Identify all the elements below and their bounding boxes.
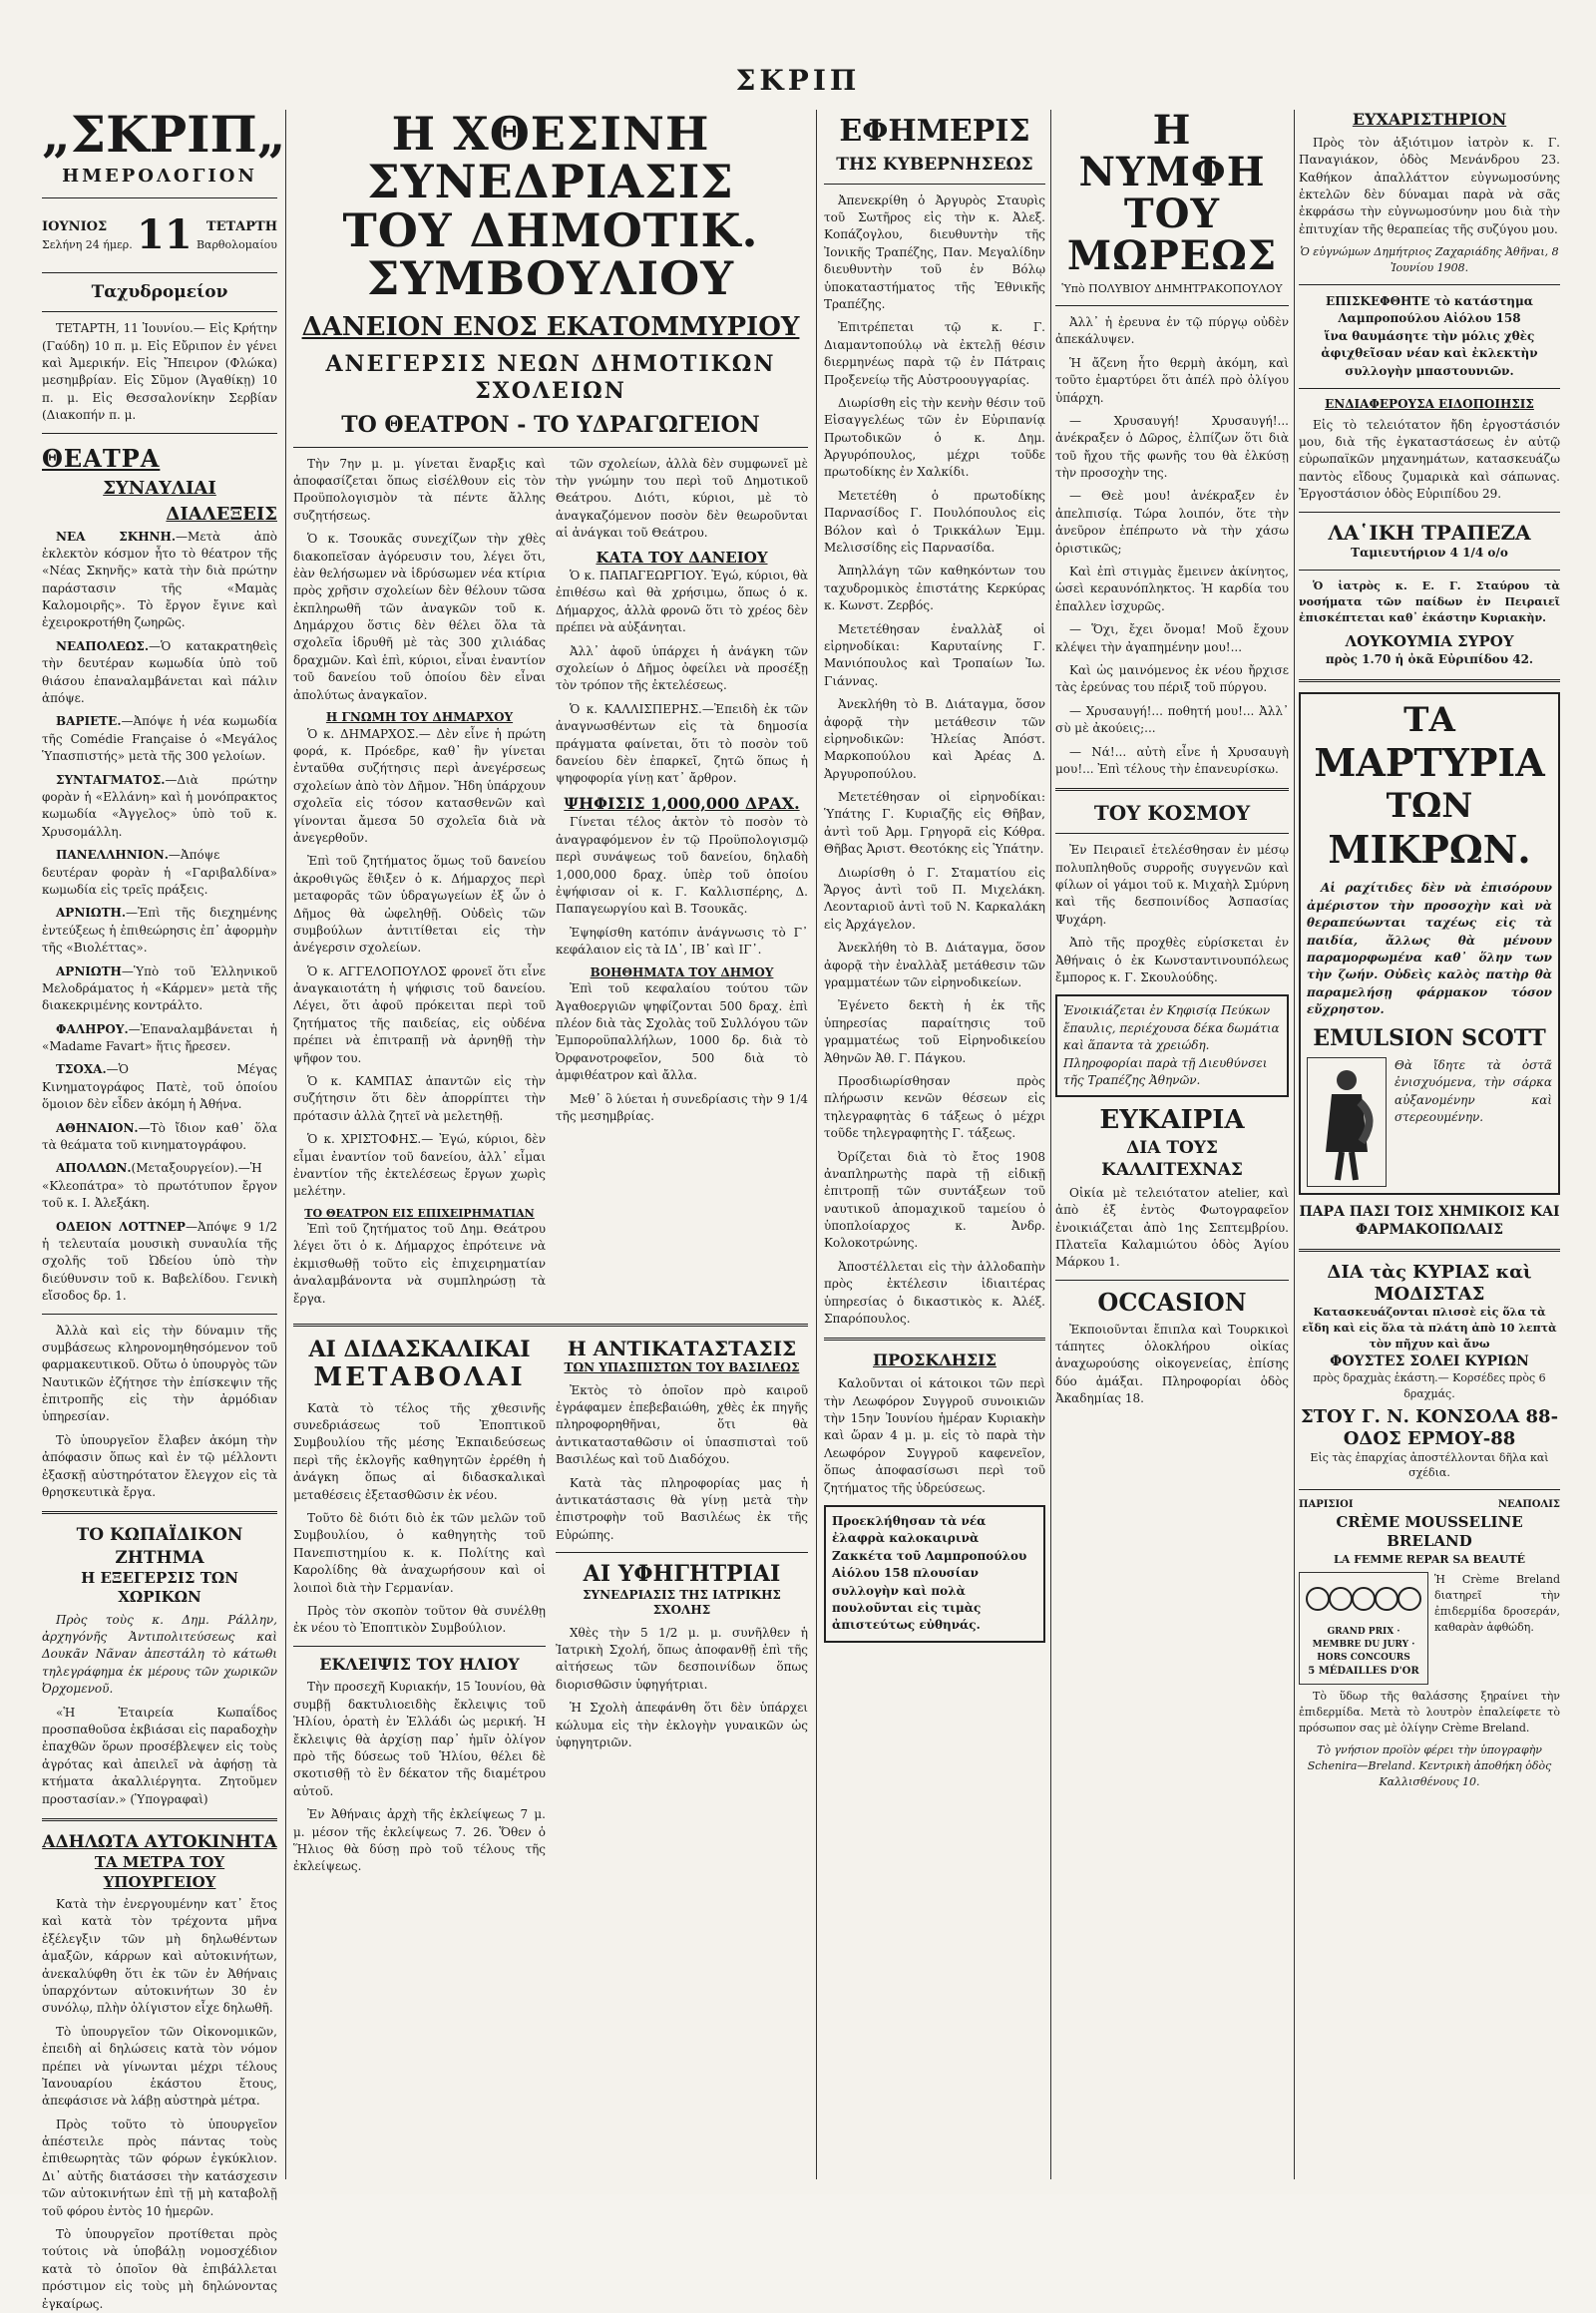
article-paragraph: Ὁ κ. ΚΑΜΠΑΣ ἀπαντῶν εἰς τὴν συζήτησιν ὅτι δὲν ἀπορρίπτει τὴν πρότασιν ἀλλὰ ζητεῖ νὰ μελετηθῇ. — [293, 1074, 546, 1123]
headline-4: ΑΝΕΓΕΡΣΙΣ ΝΕΩΝ ΔΗΜΟΤΙΚΩΝ ΣΧΟΛΕΙΩΝ — [325, 351, 776, 404]
article-paragraph: Γίνεται τέλος ἀκτὸν τὸ ποσὸν τὸ ἀναγραφόμενον ἐν τῷ Προϋπολογισμῷ περὶ συνάψεως τοῦ δανείου, δηλαδὴ 1,000,000 δραχ. ὑπὲρ τοῦ ὁποίου ἐψήφισαν οἱ κ. Γ. Καλλισπέρης, Δ. Παπαγεωργίου καὶ Β. Τσουκᾶς. — [556, 815, 808, 917]
article-paragraph: Ἐγένετο δεκτὴ ἡ ἐκ τῆς ὑπηρεσίας παραίτησις τοῦ γραμματέως τοῦ Εἰρηνοδικείου Ἀθηνῶν Ἀθ. Γ. Πάγκου. — [824, 998, 1045, 1065]
article-paragraph: Ἀνεκλήθη τὸ Β. Διάταγμα, ὅσον ἀφορᾷ τὴν μετάθεσιν τῶν εἰρηνοδικῶν: Ἠλείας Ἀπόστ. Μαρκοπούλου καὶ Ἀρέας Δ. Ἀργυροπούλου. — [824, 697, 1045, 781]
article-paragraph: Πρὸς τοῦτο τὸ ὑπουργεῖον ἀπέστειλε πρὸς πάντας τοὺς ἐπιθεωρητὰς τῶν φόρων ἐγκύκλιον. Δι᾿ αὐτῆς διατάσσει τὴν κατάσχεσιν τῶν αὐτοκινήτων ἐπὶ τῇ μὴ καταβολῇ τοῦ φόρου ἐντὸς 10 ἡμερῶν. — [42, 2117, 277, 2218]
theatre-entry: ΦΑΛΗΡΟΥ.—Ἐπαναλαμβάνεται ἡ «Madame Favart» ἥτις ἤρεσεν. — [42, 1021, 277, 1054]
column-2 — [293, 107, 808, 2179]
calendar-date — [42, 206, 277, 264]
eukairia-title: ΕΥΚΑΙΡΙΑ — [1099, 1105, 1245, 1136]
theatre-entry: ΤΣΟΧΑ.—Ὁ Μέγας Κινηματογράφος Πατὲ, τοῦ ὁποίου ὅμοιον δὲν εἶδεν ἀκόμη ἡ Ἀθήνα. — [42, 1062, 277, 1112]
bank-text: Ταμιευτήριον 4 1/4 ο/ο — [1351, 545, 1508, 560]
news-text: Εἰς τὸ τελειότατον ἤδη ἐργοστάσιόν μου, διὰ τῆς ἐγκαταστάσεως ἐν αὐτῷ εὐρωπαϊκῶν μηχανημάτων, κατασκευάζω παντὸς εἴδους ζυμαρικὰ καὶ σάπωνας. Ἐργοστάσιον ὁδὸς Εὐριπίδου 29. — [1299, 417, 1560, 502]
article-paragraph: Ἐπὶ τοῦ ζητήματος ὅμως τοῦ δανείου ἀκροθιγῶς ἔθιξεν ὁ κ. Δήμαρχος περὶ μεταφορᾶς τῶν ὑδραγωγείων ἐξ ὧν ὁ Δῆμος θὰ ὠφεληθῇ. Οὐδεὶς τῶν συμβούλων ἀντιτίθεται εἰς τὴν ἀνέγερσιν σχολείων. — [293, 854, 546, 956]
column-rule — [285, 110, 286, 2179]
scott-headline: ΤΑ — [1403, 699, 1455, 740]
scott-brand: EMULSION SCOTT — [1313, 1024, 1546, 1051]
article-paragraph: Ὁ κ. Τσουκᾶς συνεχίζων τὴν χθὲς διακοπεῖσαν ἀγόρευσιν του, λέγει ὅτι, ἐὰν θελήσωμεν νὰ ἱδρύσωμεν νέα κτίρια πρὸς χρῆσιν σχολείων δὲν θέλουν τῶσα ἐκπληρωθῆ τῶν ἀναγκῶν τοῦ κ. Δημάρχου ὅστις δὲν θέλει ὅλα τὰ σχολεῖα ἱδρυθῆ μὲ τὰς 300 χιλιάδας δραχμῶν. Καὶ ἑπὶ, κύριοι, εἶναι ἐναντίον τοῦ δανείου τοῦ ὁποίου δὲν εἶναι ἀπολύτως ἀναγκαῖον. — [293, 532, 546, 702]
autos-subtitle: ΤΑ ΜΕΤΡΑ ΤΟΥ ΥΠΟΥΡΓΕΙΟΥ — [94, 1853, 225, 1891]
theatre-entry: ΣΥΝΤΑΓΜΑΤΟΣ.—Διὰ πρώτην φορὰν ἡ «Ελλάνη» καὶ ἡ μονόπρακτος κωμωδία «Ἀγγελος» ὑπὸ τοῦ κ. Χρυσομάλλη. — [42, 772, 277, 839]
theatre-entry: ΝΕΑΠΟΛΕΩΣ.—Ὁ κατακρατηθεὶς τὴν δευτέραν κωμωδία ὑπὸ τοῦ θιάσου ἐπαναλαμβάνεται καὶ πάλιν ἀπόψε. — [42, 638, 277, 706]
article-column-left — [293, 456, 546, 1314]
masthead: ΣΚΡΙΠ — [735, 64, 861, 97]
headline-5: ΤΟ ΘΕΑΤΡΟΝ - ΤΟ ΥΔΡΑΓΩΓΕΙΟΝ — [341, 412, 760, 439]
theatre-entry: ΝΕΑ ΣΚΗΝΗ.—Μετὰ ἀπὸ ἐκλεκτὸν κόσμον ἦτο τὸ θέατρον τῆς «Νέας Σκηνῆς» κατὰ τὴν διὰ πρώτην παράστασιν τῆς «Μαμὰς Καλομοιρῆς». Τὸ ἔργον ἔγινε καὶ ἐχειροκροτήθη ζωηρῶς. — [42, 529, 277, 630]
calendar-month: ΙΟΥΝΙΟΣ — [42, 218, 108, 234]
ladies-price: πρὸς δραχμὰς ἑκάστη.— Κορσέδες πρὸς 6 δραχμάς. — [1313, 1371, 1546, 1401]
post-text: ΤΕΤΑΡΤΗ, 11 Ἰουνίου.— Εἰς Κρήτην (Γαύδη) 10 π. μ. Εἰς Εὔριπον ἐν γένει καὶ Ἀμερικήν. Εἰς Ἤπειρον (Φλώκα) μεσημβρίαν. Εἰς Σῦμον (Ἀγαθίκῃ) 10 π. μ. Εἰς Θεσσαλονίκην Σερβίαν (Διακοπήν π. μ. — [42, 321, 277, 423]
serial-title-1: Η ΝΥΜΦΗ — [1078, 107, 1266, 195]
article-paragraph: Τὴν 7ην μ. μ. γίνεται ἔναρξις καὶ ἀποφασίζεται ὅπως εἰσέλθουν εἰς τὸν Προϋπολογισμὸν τὰ πέντε ἄλλης συζητήσεως. — [293, 456, 546, 523]
article-paragraph: τῶν σχολείων, ἀλλὰ δὲν συμφωνεῖ μὲ τὴν γνώμην του περὶ τοῦ Δημοτικοῦ Θεάτρου. Διότι, κύριοι, μὲ τὸ ἀναγκαζόμενον ποσὸν δὲν θεωροῦνται αἱ ἀνάγκαι τοῦ Θεάτρου. — [556, 456, 808, 541]
fisherman-icon — [1312, 1062, 1382, 1182]
theatres-subtitle: ΣΥΝΑΥΛΙΑΙ — [103, 478, 216, 500]
post-title: Ταχυδρομείον — [91, 282, 228, 303]
section-subhead: ΒΟΗΘΗΜΑΤΑ ΤΟΥ ΔΗΜΟΥ — [590, 964, 774, 979]
article-paragraph: Ἀλλὰ καὶ εἰς τὴν δύναμιν τῆς συμβάσεως κληρονομηθησόμενον τοῦ φαρμακευτικοῦ. Οὕτω ὁ ὑπουργὸς τῶν Ναυτικῶν ἐζήτησε τὴν ἐπίσκεψιν τῆς ἐπιτροπῆς εἰς τὴν ἀρμόδιαν ὑπηρεσίαν. — [42, 1323, 277, 1424]
theatres-title: ΘΕΑΤΡΑ — [42, 443, 161, 473]
article-paragraph: Ἡ ἄζενη ἦτο θερμὴ ἀκόμη, καὶ τοῦτο ἐμαρτύρει ὅτι ἀπέλ πρὸ ὀλίγου ὑπάρχη. — [1055, 355, 1289, 405]
occasion-title: OCCASION — [1097, 1287, 1247, 1317]
article-paragraph: Μετετέθησαν ἐναλλὰξ οἱ εἰρηνοδίκαι: Καρυταίνης Γ. Μανιόπουλος καὶ Τροπαίων Ἰω. Γιάννας. — [824, 621, 1045, 688]
theatre-entry: ΑΡΝΙΩΤΗ.—Ἐπὶ τῆς διεχημένης ἐντεύξεως ἡ ἐπιθεώρησις ἐπ᾿ ἀφορμὴν τῆς «Βιολέττας». — [42, 906, 277, 956]
article-paragraph: Προσδιωρίσθησαν πρὸς πλήρωσιν κενῶν θέσεων εἰς τηλεγραφητὰς 6 τάξεως ὁ μέχρι τοῦδε τηλεγραφητὴς Γ. τάξεως. — [824, 1073, 1045, 1141]
theatre-entry: ΑΡΝΙΩΤΗ—Ὑπὸ τοῦ Ἑλληνικοῦ Μελοδράματος ἡ «Κάρμεν» μετὰ τῆς διακεκριμένης κοντράλτο. — [42, 964, 277, 1013]
section-subhead: ΤΟ ΘΕΑΤΡΟΝ ΕΙΣ ΕΠΙΧΕΙΡΗΜΑΤΙΑΝ — [304, 1206, 535, 1220]
theatre-entry: ΠΑΝΕΛΛΗΝΙΟΝ.—Ἀπόψε δευτέραν φορὰν ἡ «Γαριβαλδίνα» κωμωδία εἰς τρεῖς πράξεις. — [42, 848, 277, 897]
serial-title-2: ΤΟΥ ΜΩΡΕΩΣ — [1066, 191, 1278, 279]
article-paragraph: Ἀπενεκρίθη ὁ Ἀργυρὸς Σταυρὶς τοῦ Σωτῆρος εἰς τὴν κ. Ἀλεξ. Κοπάζογλου, διευθυντὴν τῆς Ἰονικῆς Τραπέζης, Παν. Μεγαλίδην διευθυντὴν τοῦ ἐν Βόλῳ ὑποκαταστήματος τῆς Ἐθνικῆς Τραπέζης. — [824, 193, 1045, 311]
sugar-text: πρὸς 1.70 ἡ ὀκᾶ Εὐριπίδου 42. — [1325, 652, 1534, 667]
fisherman-illustration — [1307, 1057, 1387, 1187]
breland-text-2: Τὸ ὕδωρ τῆς θαλάσσης ξηραίνει τὴν ἐπιδερμίδα. Μετὰ τὸ λουτρὸν ἐπαλείφετε τὸ πρόσωπον σας μὲ ὀλίγην Crème Breland. — [1299, 1689, 1560, 1735]
article-paragraph: Μετετέθησαν οἱ εἰρηνοδίκαι: Ὑπάτης Γ. Κυριαζῆς εἰς Θῆβαν, ἀντὶ τοῦ Ἀρμ. Γρηγορᾶ εἰς Κόθρα. Θῆβας Ἀριστ. Θεοτόκης εἰς Ὑπάτην. — [824, 790, 1045, 857]
ladies-subtitle: ΦΟΥΣΤΕΣ ΣΟΛΕΙ ΚΥΡΙΩΝ — [1330, 1353, 1529, 1370]
sugar-title: ΛΟΥΚΟΥΜΙΑ ΣΥΡΟΥ — [1345, 631, 1514, 650]
scott-text: Αἱ ραχίτιδες δὲν νὰ ἐπισόρουν ἀμέριστον τὴν προσοχὴν καὶ νὰ θεραπεύωνται ταχέως εἰς τὰ παιδία, ἄλλως θὰ μένουν παραμορφωμένα καθ᾿ ὅλην των τὴν ζωήν. Οὐδεὶς καλὸς πατὴρ θὰ παραμελήσῃ φάρμακον τόσον εὔχρηστον. — [1307, 881, 1552, 1017]
article-paragraph: Ἐπιτρέπεται τῷ κ. Γ. Διαμαντοπούλῳ νὰ ἐκτελῇ θέσιν διερμηνέως παρὰ τῷ ἐν Πάτραις Προξενείῳ τῆς Αὐστροουγγαρίας. — [824, 320, 1045, 387]
eukairia-subtitle: ΔΙΑ ΤΟΥΣ ΚΑΛΛΙΤΕΧΝΑΣ — [1101, 1137, 1243, 1180]
article-paragraph: Ἡ Σχολὴ ἀπεφάνθη ὅτι δὲν ὑπάρχει κώλυμα εἰς τὴν ἐκλογὴν γυναικῶν ὡς ὑφηγητριῶν. — [556, 1701, 808, 1750]
article-paragraph: Κατὰ τὴν ἐνεργουμένην κατ᾿ ἔτος καὶ κατὰ τὸν τρέχοντα μῆνα ἐξέλεγξιν τῶν μὴ δηλωθέντων ἁμαξῶν, κάρρων καὶ αὐτοκινήτων, ἀνεκαλύφθη ὅτι ἐκ τῶν ἐν Ἀθήναις ὑπαρχόντων αὐτοκινήτων 30 ἐν συνόλῳ, πλὴν ὀλίγιστον εἶχε δηλωθῆ. — [42, 1897, 277, 2016]
eclipse-title: ΕΚΛΕΙΨΙΣ ΤΟΥ ΗΛΙΟΥ — [319, 1654, 520, 1674]
kopaida-text: «Ἡ Ἑταιρεία Κωπαΐδος προσπαθοῦσα ἐκβιάσαι εἰς παραδοχὴν ἐπαχθῶν ὅρων προσέβλεψεν εἰς τοὺς ἀγρότας καὶ ἀπειλεῖ νὰ ἀφήσῃ τὰ κτήματα ἀκαλλιέργητα. Ζητοῦμεν προστασίαν.» (Ὑπογραφαὶ) — [42, 1705, 277, 1806]
article-paragraph: Ἀλλ᾿ ἡ ἐρευνα ἐν τῷ πύργῳ οὐδὲν ἀπεκάλυψεν. — [1055, 314, 1289, 347]
ladies-text: Κατασκευάζονται πλισσὲ εἰς ὅλα τὰ εἴδη καὶ εἰς ὅλα τὰ πλάτη ἀπὸ 10 λεπτὰ τὸν πῆχυν καὶ ἄνω — [1302, 1306, 1557, 1351]
theatre-entry: ΟΔΕΙΟΝ ΛΟΤΤΝΕΡ—Ἀπόψε 9 1/2 ἡ τελευταία μουσικὴ συναυλία τῆς σχολῆς τοῦ Ὠδείου ὑπὸ τὴν διεύθυνσιν τοῦ κ. Βαβελίδου. Γενικὴ εἴσοδος δρ. 1. — [42, 1219, 278, 1304]
article-paragraph: Διωρίσθη εἰς τὴν κενὴν θέσιν τοῦ Εἰσαγγελέως τῶν ἐν Εὐριπανίᾳ Πρωτοδικῶν ὁ κ. Δημ. Ἀργυρόπουλος, μέχρι τοῦδε πρωτοδίκης ἐν Χαλκίδι. — [824, 395, 1045, 480]
theatres-list — [42, 529, 277, 1306]
section-subhead: ΨΗΦΙΣΙΣ 1,000,000 ΔΡΑΧ. — [564, 793, 800, 813]
article-paragraph: Καὶ ὡς μαινόμενος ἐκ νέου ἤρχισε τὰς ἐρεύνας του πέριξ τοῦ πύργου. — [1055, 662, 1289, 695]
eukairia-text: Οἰκία μὲ τελειότατον atelier, καὶ ἀπὸ ἐξ ἐντὸς Φωτογραφεῖον ἐνοικιάζεται ἀπὸ 1ης Σεπτεμβρίου. Πλατεῖα Καλαμιώτου ὁδὸς Ἁγίου Μάρκου 1. — [1055, 1185, 1289, 1270]
medals-icon — [1304, 1577, 1423, 1621]
kopaida-title: ΤΟ ΚΩΠΑΪΔΙΚΟΝ ΖΗΤΗΜΑ — [76, 1525, 243, 1568]
scott-headline: ΜΑΡΤΥΡΙΑ — [1314, 740, 1545, 786]
calendar-subtitle: ΗΜΕΡΟΛΟΓΙΟΝ — [62, 166, 257, 187]
theatre-entry: ΑΘΗΝΑΙΟΝ.—Τὸ ἴδιον καθ᾿ ὅλα τὰ θεάματα τοῦ κινηματογράφου. — [42, 1120, 277, 1153]
ladies-title: ΔΙΑ τὰς ΚΥΡΙΑΣ καὶ ΜΟΔΙΣΤΑΣ — [1327, 1262, 1532, 1305]
konsola-store: ΣΤΟΥ Γ. Ν. ΚΟΝΣΟΛΑ 88-ΟΔΟΣ ΕΡΜΟΥ-88 — [1300, 1406, 1559, 1449]
column-4 — [1055, 107, 1289, 2179]
article-paragraph: — Θεὲ μου! ἀνέκραξεν ἐν ἀπελπισίᾳ. Τώρα λοιπόν, ὅτε τὴν ἀνεῦρον ἐπέπρωτο νὰ τὴν χάσω ὁριστικῶς; — [1055, 489, 1289, 556]
breland-text: Ἡ Crème Breland διατηρεῖ τὴν ἐπιδερμίδα δροσεράν, καθαρὰν ἀφθώδη. — [1434, 1572, 1560, 1634]
article-paragraph: Ἐψηφίσθη κατόπιν ἀνάγνωσις τὸ Γ᾿ κεφάλαιον εἰς τὰ ΙΔ᾿, ΙΒ᾿ καὶ ΙΓ᾿. — [556, 925, 808, 958]
breland-tag: LA FEMME REPAR SA BEAUTÉ — [1333, 1552, 1526, 1566]
article-paragraph: Ἐπὶ τοῦ κεφαλαίου τούτου τῶν Ἀγαθοεργιῶν ψηφίζονται 500 δραχ. ἐπὶ πλέον διὰ τὰς Σχολὰς τοῦ Συλλόγου τῶν Ἐμποροϋπαλλήλων, 1000 δρ. διὰ τὸ Ὀρφανοτροφεῖον, 500 διὰ τὸ ἀμφιθέατρον καὶ ἄλλα. — [556, 981, 808, 1083]
article-paragraph: Μετετέθη ὁ πρωτοδίκης Παρνασίδος Γ. Πουλόπουλος εἰς Βόλον καὶ ὁ Τρικκάλων Ἐμμ. Μελισσίδης εἰς Παρνασίδα. — [824, 488, 1045, 556]
visit-title: ΕΠΙΣΚΕΦΘΗΤΕ τὸ κατάστημα Λαμπροπούλου Αἰόλου 158 — [1325, 294, 1534, 326]
article-paragraph: Ἀποστέλλεται εἰς τὴν ἀλλοδαπὴν πρὸς ἐκτέλεσιν ἰδιαιτέρας ὑπηρεσίας ὁ δικαστικὸς κ. Ἀλέξ. Σπαρόπουλος. — [824, 1259, 1045, 1327]
article-paragraph: Διωρίσθη ὁ Γ. Σταματίου εἰς Ἄργος ἀντὶ τοῦ Π. Μιχελάκη. Λεονταριοῦ ἀντὶ τοῦ Ν. Καρκαλάκη εἰς Ἀρχάγελον. — [824, 865, 1045, 932]
replacement-subtitle: ΤΩΝ ΥΠΑΣΠΙΣΤΩΝ ΤΟΥ ΒΑΣΙΛΕΩΣ — [564, 1360, 800, 1375]
lecturers-subtitle: ΣΥΝΕΔΡΙΑΣΙΣ ΤΗΣ ΙΑΤΡΙΚΗΣ ΣΧΟΛΗΣ — [583, 1587, 781, 1618]
calendar-day-number: 11 — [137, 211, 193, 259]
breland-footer: Τὸ γνήσιον προϊὸν φέρει τὴν ὑπογραφὴν Schenira—Breland. Κεντρικὴ ἀποθήκη ὁδὸς Καλλισθένους 10. — [1307, 1742, 1552, 1788]
article-paragraph: Καὶ ἐπὶ στιγμὰς ἔμεινεν ἀκίνητος, ὡσεὶ κεραυνόπληκτος. Ἡ καρδία του ἐπαλλεν ἰσχυρῶς. — [1055, 565, 1289, 613]
thanks-signature: Ὁ εὐγνώμων Δημήτριος Ζαχαριάδης Ἀθῆναι, 8 Ἰουνίου 1908. — [1300, 245, 1559, 275]
theatre-entry: ΒΑΡΙΕΤΕ.—Ἀπόψε ἡ νέα κωμωδία τῆς Comédie Française ὁ «Μεγάλος Ὑπασπιστής» μετὰ τῆς 300 γελοίων. — [42, 714, 277, 764]
serial-author: Ὑπὸ ΠΟΛΥΒΙΟΥ ΔΗΜΗΤΡΑΚΟΠΟΥΛΟΥ — [1061, 282, 1283, 295]
rental-notice: Ἐνοικιάζεται ἐν Κηφισίᾳ Πεύκων ἔπαυλις, περιέχουσα δέκα δωμάτια καὶ ἅπαντα τὰ χρειώδη. Πληροφορίαι παρὰ τῇ Διευθύνσει τῆς Τραπέζης Ἀθηνῶν. — [1055, 994, 1289, 1097]
replacement-title: Η ΑΝΤΙΚΑΤΑΣΤΑΣΙΣ — [567, 1337, 797, 1361]
article-paragraph: — Νά!... αὐτὴ εἶνε ἡ Χρυσαυγὴ μου!... Ἐπὶ τέλους τὴν ἐπανευρίσκω. — [1055, 744, 1289, 776]
article-column-left — [293, 1337, 546, 1882]
column-3 — [824, 110, 1045, 2179]
breland-medal-text: GRAND PRIX · MEMBRE DU JURY · HORS CONCOURS — [1312, 1627, 1415, 1664]
calendar-saint: Βαρθολομαίου — [196, 237, 277, 251]
article-column-right — [556, 1337, 808, 1882]
theatres-subtitle-2: ΔΙΑΛΕΞΕΙΣ — [166, 504, 277, 526]
article-paragraph: — Ὅχι, ἔχει ὄνομα! Μοῦ ἔχουν κλέψει τὴν ἀγαπημένην μου!... — [1055, 622, 1289, 654]
breland-title: CRÈME MOUSSELINE BRELAND — [1336, 1512, 1523, 1551]
scott-caption: ΠΑΡΑ ΠΑΣΙ ΤΟΙΣ ΧΗΜΙΚΟΙΣ ΚΑΙ ΦΑΡΜΑΚΟΠΩΛΑΙΣ — [1299, 1203, 1560, 1239]
calendar-logo: „ΣΚΡΙΠ„ — [42, 105, 286, 164]
thanks-text: Πρὸς τὸν ἀξιότιμον ἰατρὸν κ. Γ. Παναγιάκον, ὁδὸς Μενάνδρου 23. Καθήκον ἀπαλλάττον εὐγνωμοσύνης ἐκτελῶν δὲν δύναμαι παρὰ νὰ σᾶς ἐκφράσω τὴν εὐγνωμοσύνην μου διὰ τὴν ἐπιτυχίαν τῆς θεραπείας τῆς συζύγου μου. — [1299, 135, 1560, 236]
article-paragraph: Ἐπὶ τοῦ ζητήματος τοῦ Δημ. Θεάτρου λέγει ὅτι ὁ κ. Δήμαρχος ἐπρότεινε νὰ ἐκμισθωθῇ τοῦτο εἰς ἐπιχειρηματίαν ἀναλαμβάνοντα νὰ συμπληρώσῃ τὰ ἔργα. — [293, 1222, 546, 1306]
article-paragraph: Ἐν Ἀθήναις ἀρχὴ τῆς ἐκλείψεως 7 μ. μ. μέσον τῆς ἐκλείψεως 7. 26. Ὅθεν ὁ Ἥλιος θὰ δύσῃ πρὸ τοῦ τέλους τῆς ἐκλείψεως. — [293, 1807, 546, 1874]
article-paragraph: — Χρυσαυγή!... ποθητή μου!... Ἀλλ᾿ σὺ μὲ ἀκούεις;... — [1055, 703, 1289, 736]
breland-city: ΠΑΡΙΣΙΟΙ — [1299, 1499, 1354, 1511]
occasion-text: Ἐκποιοῦνται ἔπιπλα καὶ Τουρκικοὶ τάπητες ὁλοκλήρου οἰκίας ἀναχωρούσης οἰκογενείας, ἐπίσης δύο ἀμάξαι. Πληροφορίαι ὁδὸς Ἀκαδημίας 18. — [1055, 1322, 1289, 1406]
article-paragraph: Χθὲς τὴν 5 1/2 μ. μ. συνῆλθεν ἡ Ἰατρικὴ Σχολή, ὅπως ἀποφανθῇ ἐπὶ τῆς αἰτήσεως τῶν δεσποινίδων ὅπως διορισθῶσιν ὑφηγήτριαι. — [556, 1625, 808, 1692]
article-paragraph: Ὀρίζεται διὰ τὸ ἔτος 1908 ἀναπληρωτὴς παρὰ τῇ εἰδικῇ ἐπιτροπῇ τῶν συντάξεων τοῦ ναυτικοῦ ἀπομαχικοῦ ταμείου ὁ ὑποπλοίαρχος κ. Ἀνδρ. Κολοκοτρώνης. — [824, 1149, 1045, 1251]
scott-side-text: Θὰ ἴδητε τὰ ὀστᾶ ἐνισχυόμενα, τὴν σάρκα αὐξανομένην καὶ στερεουμένην. — [1395, 1057, 1552, 1125]
column-rule — [1050, 110, 1051, 2179]
bank-title: ΛΑ῾ΙΚΗ ΤΡΑΠΕΖΑ — [1328, 520, 1531, 545]
article-paragraph: Ἀπὸ τῆς προχθὲς εὑρίσκεται ἐν Ἀθήναις ὁ ἐκ Κωνσταντινουπόλεως ἔμπορος κ. Γ. Σκουλούδης. — [1055, 936, 1289, 985]
article-paragraph: Ὁ κ. ΠΑΠΑΓΕΩΡΓΙΟΥ. Ἐγώ, κύριοι, θὰ ἐπιθέσω καὶ θὰ χρήσιμω, ὅπως ὁ κ. Δήμαρχος, ἀλλὰ φρονῶ ὅτι τὸ χρέος δὲν πρέπει νὰ αὐξάνηται. — [556, 569, 808, 635]
lecturers-title: ΑΙ ΥΦΗΓΗΤΡΙΑΙ — [583, 1561, 781, 1588]
breland-medals — [1299, 1572, 1428, 1685]
article-column-right — [556, 456, 808, 1314]
gazette-subtitle: ΤΗΣ ΚΥΒΕΡΝΗΣΕΩΣ — [836, 154, 1033, 175]
news-title: ΕΝΔΙΑΦΕΡΟΥΣΑ ΕΙΔΟΠΟΙΗΣΙΣ — [1325, 396, 1534, 411]
society-title: ΤΟΥ ΚΟΣΜΟΥ — [1093, 801, 1251, 826]
headline-2: ΤΟΥ ΔΗΜΟΤΙΚ. ΣΥΜΒΟΥΛΙΟΥ — [342, 202, 759, 305]
scott-ad — [1299, 692, 1560, 1195]
jacket-ad: Προεκλήθησαν τὰ νέα ἐλαφρὰ καλοκαιρινὰ Ζακκέτα τοῦ Λαμπροπούλου Αἰόλου 158 πλουσίαν συλλογὴν καὶ πολὰ πουλοῦνται εἰς τιμὰς ἀπιστεύτως εὐθηνάς. — [824, 1505, 1045, 1643]
column-1 — [42, 105, 286, 2311]
article-paragraph: Πρὸς τὸν σκοπὸν τοῦτον θὰ συνέλθῃ ἐκ νέου τὸ Ἐποπτικὸν Συμβούλιον. — [293, 1603, 546, 1636]
headline-3: ΔΑΝΕΙΟΝ ΕΝΟΣ ΕΚΑΤΟΜΜΥΡΙΟΥ — [301, 312, 800, 343]
visit-text: ἵνα θαυμάσητε τὴν μόλις χθὲς ἀφιχθεῖσαν νέαν καὶ ἐκλεκτὴν συλλογὴν μπαστουνιῶν. — [1321, 328, 1538, 378]
article-paragraph: Τὴν προσεχῆ Κυριακήν, 15 Ἰουνίου, θὰ συμβῇ δακτυλιοειδὴς ἔκλειψις τοῦ Ἡλίου, ὁρατὴ ἐν Ἑλλάδι ὡς μερική. Ἡ ἔκλειψις θὰ ἀρχίσῃ παρ᾿ ἡμῖν ὀλίγον πρὸ τῆς δύσεως τοῦ Ἡλίου, θέλει δὲ σκοτισθῇ τὸ ἓν δέκατον τῆς διαμέτρου αὐτοῦ. — [293, 1680, 546, 1798]
calendar-moon: Σελήνη 24 ήμερ. — [42, 237, 133, 251]
thanks-title: ΕΥΧΑΡΙΣΤΗΡΙΟΝ — [1352, 110, 1507, 129]
article-paragraph: Τὸ ὑπουργεῖον τῶν Οἰκονομικῶν, ἐπειδὴ αἱ δηλώσεις κατὰ τὸν νόμον πρέπει νὰ γίνωνται μέχρι τέλους Ἰανουαρίου ἑκάστου ἔτους, ἀπεφάσισε νὰ λάβῃ αὐστηρὰ μέτρα. — [42, 2024, 277, 2109]
headline-1: Η ΧΘΕΣΙΝΗ ΣΥΝΕΔΡΙΑΣΙΣ — [367, 107, 734, 209]
article-paragraph: Τὸ ὑπουργεῖον προτίθεται πρὸς τούτοις νὰ ὑποβάλῃ νομοσχέδιον κατὰ τὸ ὁποῖον θὰ ἐπιβάλλεται πρόστιμον εἰς τοὺς μὴ δηλώνοντας ἐγκαίρως. — [42, 2227, 277, 2311]
teachers-subtitle: ΜΕΤΑΒΟΛΑΙ — [313, 1362, 526, 1393]
article-paragraph: Τοῦτο δὲ διότι διὸ ἐκ τῶν μελῶν τοῦ Συμβουλίου, ὁ καθηγητὴς τοῦ Πανεπιστημίου κ. κ. Πολίτης καὶ Καρολίδης θὰ ἀναχωρήσουν καὶ οἱ λοιποὶ διὰ τὴν Γερμανίαν. — [293, 1510, 546, 1595]
article-paragraph: Ὁ κ. ΧΡΙΣΤΟΦΗΣ.— Ἐγώ, κύριοι, δὲν εἶμαι ἐναντίον τοῦ δανείου, ἀλλ᾿ εἶμαι ἐναντίον τῆς ἐκτελέσεως ἔργων χωρὶς μελέτην. — [293, 1132, 546, 1199]
column-rule — [816, 110, 817, 2179]
article-paragraph: Ὁ κ. ΑΓΓΕΛΟΠΟΥΛΟΣ φρονεῖ ὅτι εἶνε ἀναγκαιοτάτη ἡ ψήφισις τοῦ δανείου. Λέγει, ὅτι ἀφοῦ πρόκειται περὶ τοῦ ζητήματος τῆς παιδείας, εἰς οὐδένα πρέπει νὰ ἐπιτραπῇ νὰ ἀρνηθῇ τὴν ψῆφον του. — [293, 964, 546, 1065]
teachers-title: ΑΙ ΔΙΔΑΣΚΑΛΙΚΑΙ — [308, 1337, 531, 1363]
article-paragraph: Ἀπηλλάγη τῶν καθηκόντων του ταχυδρομικὸς ἐπιστάτης Κερκύρας κ. Κωνστ. Ζερβός. — [824, 564, 1045, 613]
doctor-notice: Ὁ ἰατρὸς κ. Ε. Γ. Σταύρου τὰ νοσήματα τῶν παίδων ἐν Πειραιεῖ ἐπισκέπτεται καθ᾿ ἑκάστην Κυριακὴν. — [1299, 578, 1560, 624]
konsola-note: Εἰς τὰς ἐπαρχίας ἀποστέλλονται δῆλα καὶ σχέδια. — [1310, 1450, 1549, 1480]
section-subhead: Η ΓΝΩΜΗ ΤΟΥ ΔΗΜΑΡΧΟΥ — [325, 710, 514, 725]
column-rule — [1294, 110, 1295, 2179]
scott-headline: ΤΩΝ — [1386, 786, 1473, 826]
notice-text: Καλοῦνται οἱ κάτοικοι τῶν περὶ τὴν Λεωφόρον Συγγροῦ συνοικιῶν τὴν 15ην Ἰουνίου ἡμέραν Κυριακὴν καὶ ὥραν 4 μ. μ. εἰς τὸ παρὰ τὴν Λεωφόρον Συγγροῦ καφενεῖον, ὅπως ἀποφασίσωσι περὶ τοῦ ζητήματος τῆς ὑδρεύσεως. — [824, 1376, 1045, 1495]
article-paragraph: Ὁ κ. ΔΗΜΑΡΧΟΣ.— Δὲν εἶνε ἡ πρώτη φορά, κ. Πρόεδρε, καθ᾿ ἣν γίνεται ἐνταῦθα συζήτησις περὶ ἀνεγέρσεως σχολείων ἀπὸ τὸν Δῆμον. Ἤδη ὑπάρχουν σχολεῖα εἰς τόσον κατασθενῶν καὶ γίνονται ἄμεσα 50 σχολεῖα διὰ νὰ ἀνεγερθοῦν. — [293, 726, 546, 845]
article-paragraph: Κατὰ τὰς πληροφορίας μας ἡ ἀντικατάστασις θὰ γίνῃ μετὰ τὴν ἐπιστροφὴν τοῦ Βασιλέως ἐκ τῆς Εὐρώπης. — [556, 1475, 808, 1542]
breland-medals-count: 5 MÉDAILLES D'OR — [1308, 1666, 1419, 1678]
column-5 — [1299, 110, 1560, 2179]
article-paragraph: Ἐν Πειραιεῖ ἐτελέσθησαν ἐν μέσῳ πολυπληθοῦς συρροῆς συγγενῶν καὶ φίλων οἱ γάμοι τοῦ κ. Μιχαὴλ Σμύρνη καὶ τῆς δεσποινίδος Ἀσπασίας Ψυχάρη. — [1055, 843, 1289, 927]
article-paragraph: — Χρυσαυγή! Χρυσαυγή!... ἀνέκραξεν ὁ Δῶρος, ἐλπίζων ὅτι διὰ τοῦ ἤχου τῆς φωνῆς του θὰ ἐλκύσῃ τὴν προσοχὴν της. — [1055, 413, 1289, 481]
article-paragraph: Μεθ᾿ ὃ λύεται ἡ συνεδρίασις τὴν 9 1/4 τῆς μεσημβρίας. — [556, 1091, 808, 1123]
section-subhead: ΚΑΤΑ ΤΟΥ ΔΑΝΕΙΟΥ — [596, 548, 768, 567]
gazette-title: ΕΦΗΜΕΡΙΣ — [839, 114, 1030, 149]
kopaida-subtitle: Η ΕΞΕΓΕΡΣΙΣ ΤΩΝ ΧΩΡΙΚΩΝ — [81, 1568, 238, 1607]
kopaida-lede: Πρὸς τοὺς κ. Δημ. Ράλλην, ἀρχηγόνῆς Ἀντιπολιτεύσεως καὶ Δουκᾶν Νᾶναν ἀπεστάλη τὸ κάτωθι τηλεγράφημα ἐκ μέρους τῶν χωρικῶν Ὀρχομενοῦ. — [42, 1612, 277, 1697]
breland-city: ΝΕΑΠΟΛΙΣ — [1497, 1499, 1560, 1511]
article-paragraph: Τὸ ὑπουργεῖον ἔλαβεν ἀκόμη τὴν ἀπόφασιν ὅπως καὶ ἐν τῷ μέλλοντι ἐξασκῇ αὐστηρότατον ἔλεγχον εἰς τὰ θρησκευτικὰ ἔργα. — [42, 1432, 277, 1500]
article-paragraph: Ἐκτὸς τὸ ὁποῖον πρὸ καιροῦ ἐγράφαμεν ἐπεβεβαιώθη, χθὲς ἐκ πηγῆς πληροφορηθῆναι, ὅτι θὰ ἀντικατασταθῶσιν οἱ ὑπασπισταὶ τοῦ Βασιλέως καὶ τοῦ Διαδόχου. — [556, 1382, 808, 1467]
article-paragraph: Κατὰ τὸ τέλος τῆς χθεσινῆς συνεδριάσεως τοῦ Ἐποπτικοῦ Συμβουλίου τῆς μέσης Ἐκπαιδεύσεως περὶ τῆς ἐκλογῆς καθηγητῶν ἐρρέθη ἡ ἀνάγκη ὅπως αἱ διδασκαλικαὶ μεταθέσεις ἐξετασθῶσιν ἐκ νέου. — [293, 1400, 546, 1502]
article-paragraph: Ὁ κ. ΚΑΛΛΙΣΠΕΡΗΣ.—Ἐπειδὴ ἐκ τῶν ἀναγνωσθέντων εἰς τὰ δημοσία πράγματα φαίνεται, ὅτι τὸ ποσὸν τοῦ δανείου δὲν ἐπαρκεῖ, ζητῶ ὅπως ἡ ψηφοφορία γίνῃ κατ᾿ ἄρθρον. — [556, 701, 808, 786]
calendar-weekday: ΤΕΤΑΡΤΗ — [205, 218, 277, 234]
autos-title: ΑΔΗΛΩΤΑ ΑΥΤΟΚΙΝΗΤΑ — [42, 1831, 277, 1852]
theatre-entry: ΑΠΟΛΛΩΝ.(Μεταξουργείον).—Ἡ «Κλεοπάτρα» τὸ πρωτότυπον ἔργον τοῦ κ. Ι. Ἀλεξάκη. — [42, 1161, 277, 1211]
notice-title: ΠΡΟΣΚΛΗΣΙΣ — [873, 1350, 997, 1370]
article-paragraph: Ἀλλ᾿ ἀφοῦ ὑπάρχει ἡ ἀνάγκη τῶν σχολείων ὁ Δῆμος ὀφείλει νὰ προσέξῃ τὸν τρόπον τῆς ἐκτελέσεως. — [556, 643, 808, 693]
article-paragraph: Ἀνεκλήθη τὸ Β. Διάταγμα, ὅσον ἀφορᾷ τὴν ἐναλλὰξ μετάθεσιν τῶν γραμματέων τῶν εἰρηνοδικείων. — [824, 941, 1045, 989]
scott-headline: ΜΙΚΡΩΝ. — [1328, 826, 1531, 872]
